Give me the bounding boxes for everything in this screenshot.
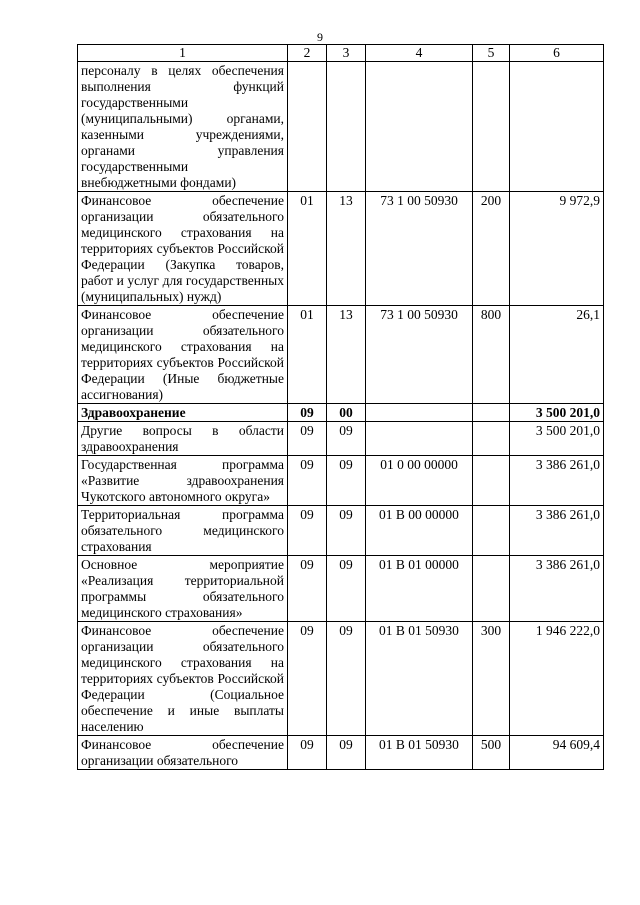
row-target-code: 01 В 00 00000 [366,506,473,556]
row-name: Другие вопросы в области здравоохранения [78,422,288,456]
row-section: 09 [288,506,327,556]
row-name: Территориальная программа обязательного медицинского страхования [78,506,288,556]
row-expense-type: 200 [473,192,510,306]
row-subsection: 00 [327,404,366,422]
table-row [78,506,604,556]
page-number: 9 [317,30,323,44]
row-amount: 3 386 261,0 [510,456,604,506]
row-name: Финансовое обеспечение организации обязательного медицинского страхования на территориях субъектов Российской Федерации (Социальное обеспечение и иные выплаты населению [78,622,288,736]
row-target-code: 01 0 00 00000 [366,456,473,506]
header-col-4: 4 [366,45,473,62]
row-target-code: 01 В 01 50930 [366,736,473,770]
table-row [78,456,604,506]
table-row [78,192,604,306]
row-name: персоналу в целях обеспечения выполнения функций государственными (муниципальными) органами, казенными учреждениями, органами управления государственными внебюджетными фондами) [78,62,288,192]
row-amount: 9 972,9 [510,192,604,306]
row-subsection: 09 [327,456,366,506]
row-subsection: 09 [327,622,366,736]
row-expense-type [473,62,510,192]
row-name: Здравоохранение [78,404,288,422]
row-name: Финансовое обеспечение организации обязательного [78,736,288,770]
table-row [78,306,604,404]
header-col-5: 5 [473,45,510,62]
row-section: 01 [288,192,327,306]
row-target-code [366,404,473,422]
table-row [78,62,604,192]
row-section: 09 [288,422,327,456]
row-subsection: 09 [327,422,366,456]
row-section: 09 [288,736,327,770]
row-amount: 3 386 261,0 [510,556,604,622]
row-expense-type [473,556,510,622]
row-target-code: 73 1 00 50930 [366,306,473,404]
row-target-code [366,62,473,192]
row-amount: 3 500 201,0 [510,422,604,456]
row-expense-type [473,456,510,506]
row-name: Основное мероприятие «Реализация территориальной программы обязательного медицинского страхования» [78,556,288,622]
row-name: Финансовое обеспечение организации обязательного медицинского страхования на территориях субъектов Российской Федерации (Закупка товаров, работ и услуг для государственных (муниципальных) нужд) [78,192,288,306]
row-expense-type: 800 [473,306,510,404]
row-section: 09 [288,404,327,422]
row-expense-type [473,506,510,556]
row-section [288,62,327,192]
row-expense-type [473,404,510,422]
row-amount: 26,1 [510,306,604,404]
table-row [78,622,604,736]
row-amount: 1 946 222,0 [510,622,604,736]
row-target-code [366,422,473,456]
row-name: Государственная программа «Развитие здравоохранения Чукотского автономного округа» [78,456,288,506]
row-name: Финансовое обеспечение организации обязательного медицинского страхования на территориях субъектов Российской Федерации (Иные бюджетные ассигнования) [78,306,288,404]
table-row [78,422,604,456]
row-target-code: 01 В 01 50930 [366,622,473,736]
header-col-6: 6 [510,45,604,62]
row-subsection: 09 [327,556,366,622]
table-row [78,556,604,622]
table-header-row [78,45,604,62]
row-amount: 3 500 201,0 [510,404,604,422]
row-subsection: 09 [327,506,366,556]
row-amount: 3 386 261,0 [510,506,604,556]
row-subsection [327,62,366,192]
row-expense-type: 300 [473,622,510,736]
row-expense-type [473,422,510,456]
table-row [78,736,604,770]
row-expense-type: 500 [473,736,510,770]
row-section: 09 [288,622,327,736]
row-subsection: 09 [327,736,366,770]
row-section: 01 [288,306,327,404]
header-col-1: 1 [78,45,288,62]
row-subsection: 13 [327,306,366,404]
row-subsection: 13 [327,192,366,306]
row-target-code: 73 1 00 50930 [366,192,473,306]
header-col-3: 3 [327,45,366,62]
row-amount [510,62,604,192]
row-section: 09 [288,456,327,506]
row-section: 09 [288,556,327,622]
row-amount: 94 609,4 [510,736,604,770]
row-target-code: 01 В 01 00000 [366,556,473,622]
budget-table [77,44,604,770]
table-row-section-total [78,404,604,422]
header-col-2: 2 [288,45,327,62]
